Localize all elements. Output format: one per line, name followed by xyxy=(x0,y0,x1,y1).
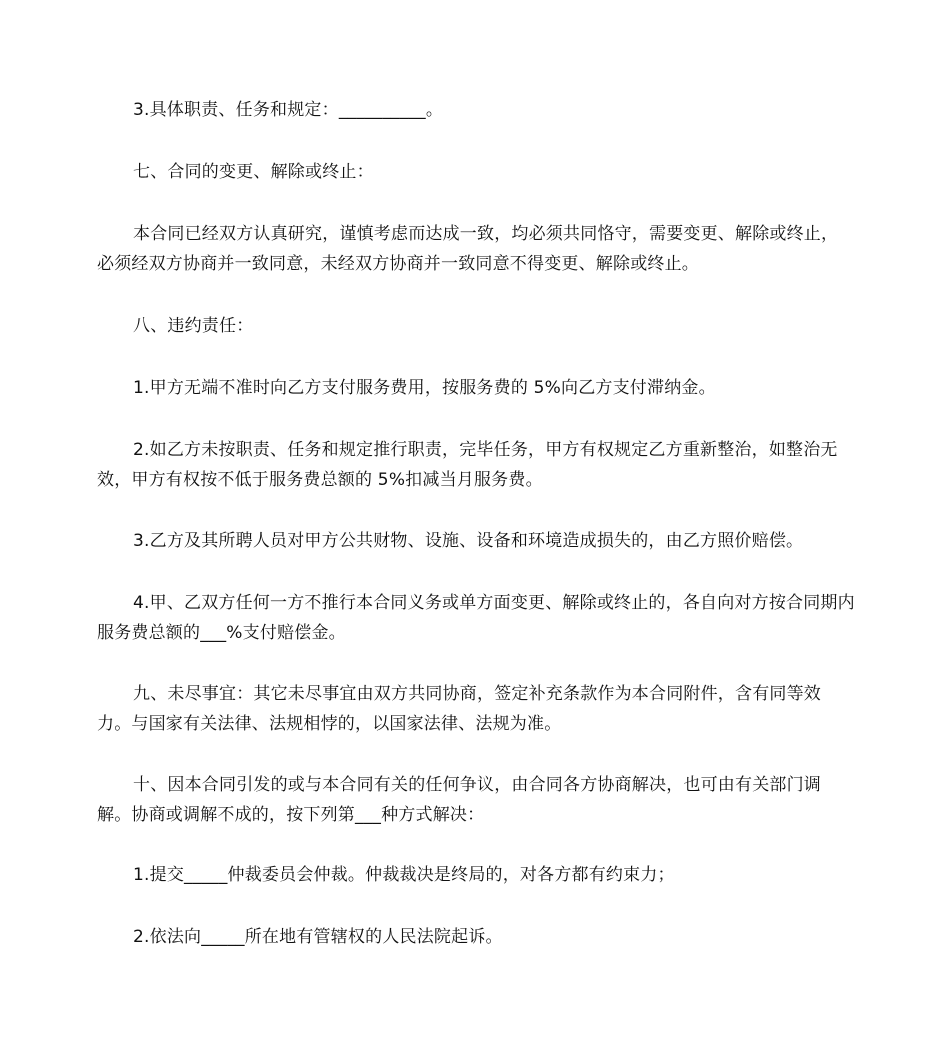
section-7-body: 本合同已经双方认真研究，谨慎考虑而达成一致，均必须共同恪守，需要变更、解除或终止，必须经双方协商并一致同意，未经双方协商并一致同意不得变更、解除或终止。 xyxy=(97,224,839,274)
section-10-paragraph: 十、因本合同引发的或与本合同有关的任何争议，由合同各方协商解决，也可由有关部门调解。协商或调解不成的，按下列第___种方式解决： xyxy=(97,775,821,825)
section-10-option-litigation: 2.依法向_____所在地有管辖权的人民法院起诉。 xyxy=(133,927,503,947)
section-7-heading: 七、合同的变更、解除或终止： xyxy=(133,162,374,182)
section-8-item-1: 1.甲方无端不准时向乙方支付服务费用，按服务费的 5%向乙方支付滞纳金。 xyxy=(133,378,716,398)
clause-3-duties: 3.具体职责、任务和规定：__________。 xyxy=(133,100,444,120)
section-8-item-2: 2.如乙方未按职责、任务和规定推行职责，完毕任务，甲方有权规定乙方重新整治，如整治无效，甲方有权按不低于服务费总额的 5%扣减当月服务费。 xyxy=(97,440,838,490)
section-8-heading: 八、违约责任： xyxy=(133,316,254,336)
section-9-paragraph: 九、未尽事宜：其它未尽事宜由双方共同协商，签定补充条款作为本合同附件，含有同等效力。与国家有关法律、法规相悖的，以国家法律、法规为准。 xyxy=(97,684,821,734)
section-8-item-4: 4.甲、乙双方任何一方不推行本合同义务或单方面变更、解除或终止的，各自向对方按合同期内服务费总额的___%支付赔偿金。 xyxy=(97,593,855,643)
section-10-option-arbitration: 1.提交_____仲裁委员会仲裁。仲裁裁决是终局的，对各方都有约束力； xyxy=(133,865,675,885)
section-8-item-3: 3.乙方及其所聘人员对甲方公共财物、设施、设备和环境造成损失的，由乙方照价赔偿。 xyxy=(133,531,804,551)
